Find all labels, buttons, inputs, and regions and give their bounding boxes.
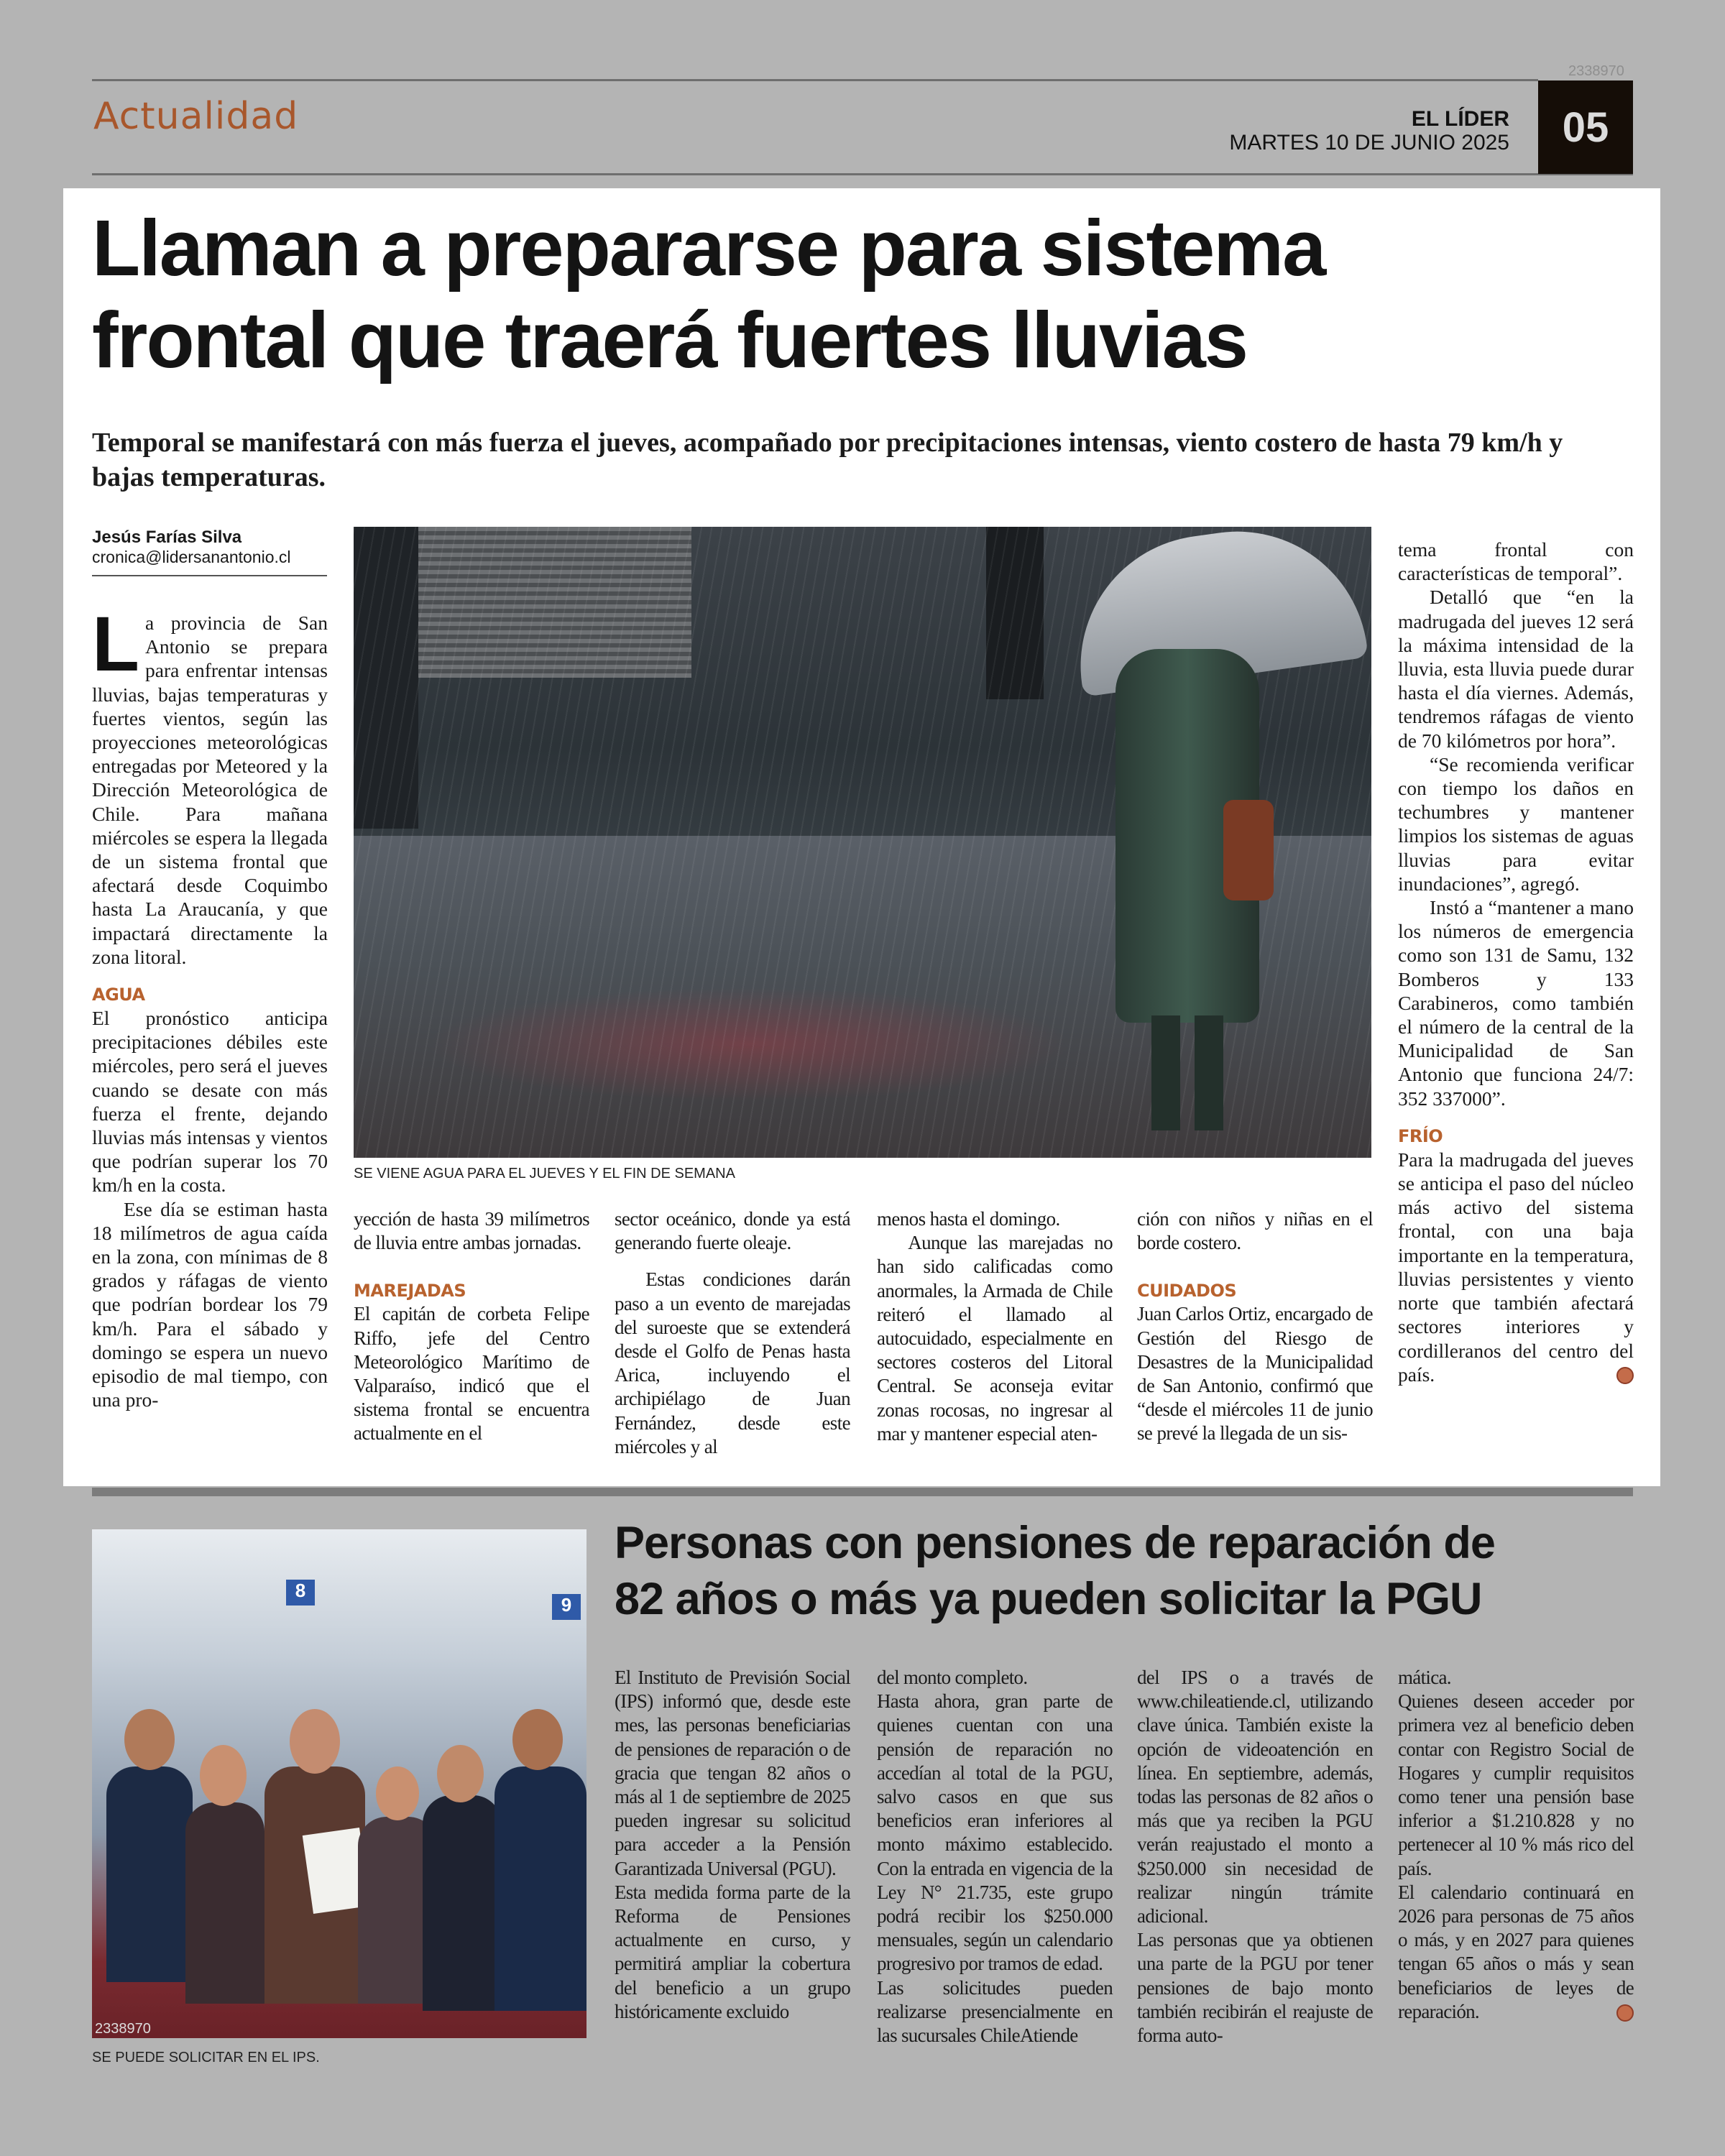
paragraph: Esta medida forma parte de la Reforma de Pensiones actualmente en curso, y permitirá ampliar la cobertura del beneficio a un grupo históricamente excluido	[615, 1881, 850, 2022]
article-deck: Temporal se manifestará con más fuerza el jueves, acompañado por precipitaciones intensas, viento costero de hasta 79 km/h y bajas temperaturas.	[92, 428, 1563, 492]
header-top-rule	[92, 79, 1538, 81]
paragraph: ción con niños y niñas en el borde costero.	[1137, 1208, 1373, 1254]
person-leg	[1195, 1015, 1223, 1130]
subhead-agua: AGUA	[92, 985, 145, 1005]
rain-street-photo	[354, 527, 1371, 1158]
watermark-id: 2338970	[1568, 63, 1624, 79]
paper-name: EL LÍDER	[1411, 107, 1509, 131]
article-column-5	[1137, 1207, 1373, 1446]
article2-column-2	[877, 1666, 1113, 2047]
paragraph: del IPS o a través de www.chileatiende.cl, utilizando clave única. También existe la opción de videoatención en línea. En septiembre, además, todas las personas de 82 años o más que ya reciben la PGU verán reajustado el monto a $250.000 sin necesidad de realizar ningún trámite adicional.	[1137, 1667, 1373, 1927]
photo-caption: SE PUEDE SOLICITAR EN EL IPS.	[92, 2050, 320, 2065]
article-headline	[615, 1515, 1642, 1627]
paragraph: Las solicitudes pueden realizarse presencialmente en las sucursales ChileAtiende	[877, 1976, 1113, 2047]
byline-author: Jesús Farías Silva	[92, 528, 242, 547]
paragraph: yección de hasta 39 milímetros de lluvia entre ambas jornadas.	[354, 1208, 589, 1254]
article2-column-1	[615, 1666, 850, 2024]
article-column-3	[615, 1207, 850, 1459]
person-head	[437, 1745, 484, 1802]
article-headline	[92, 203, 1637, 387]
section-divider	[92, 1488, 1633, 1496]
paragraph: Para la madrugada del jueves se anticipa el paso del núcleo más activo del sistema frontal, con una baja importante en la temperatura, lluvias persistentes y viento norte que también afectará sectores interiores y cordilleranos del centro del país.	[1398, 1148, 1634, 1386]
byline-email[interactable]: cronica@lidersanantonio.cl	[92, 548, 291, 566]
header-bottom-rule	[92, 173, 1633, 175]
paragraph: Quienes deseen acceder por primera vez al beneficio deben contar con Registro Social de Hogares y cumplir requisitos como tener una pensión base inferior a $1.210.828 y no pertenecer al 10 % más rico del país.	[1398, 1690, 1634, 1879]
article2-column-4	[1398, 1666, 1634, 2024]
person	[185, 1802, 264, 2004]
paragraph: Juan Carlos Ortiz, encargado de Gestión del Riesgo de Desastres de la Municipalidad de San Antonio, confirmó que “desde el miércoles 11 de junio se prevé la llegada de un sis-	[1137, 1303, 1373, 1445]
end-mark-icon	[1616, 1367, 1634, 1384]
paragraph: Hasta ahora, gran parte de quienes cuentan con una pensión de reparación no accedían al total de la PGU, salvo casos en que sus beneficios eran inferiores al monto máximo establecido. Con la entrada en vigencia de la Ley N° 21.735, este grupo podrá recibir los $250.000 mensuales, según un calendario progresivo por tramos de edad.	[877, 1690, 1113, 1975]
person-head	[124, 1709, 175, 1770]
paragraph: Las personas que ya obtienen una parte de la PGU por tener pensiones de bajo monto también recibirán el reajuste de forma auto-	[1137, 1929, 1373, 2047]
article2-column-3	[1137, 1666, 1373, 2047]
subhead-cuidados: CUIDADOS	[1137, 1281, 1237, 1302]
masthead	[1229, 108, 1509, 155]
person-head	[512, 1709, 563, 1770]
subhead-frio: FRÍO	[1398, 1125, 1443, 1146]
photo-watermark-id: 2338970	[95, 2021, 151, 2037]
counter-sign-9: 9	[552, 1594, 581, 1620]
article-column-4	[877, 1207, 1113, 1446]
article-column-2	[354, 1207, 589, 1446]
paragraph: Detalló que “en la madrugada del jueves 12 será la máxima intensidad de la lluvia, esta lluvia puede durar hasta el día viernes. Además, tendremos ráfagas de viento de 70 kilómetros por hora”.	[1398, 586, 1634, 752]
section-title: Actualidad	[93, 95, 299, 138]
byline-rule	[92, 575, 327, 576]
issue-date: MARTES 10 DE JUNIO 2025	[1229, 131, 1509, 155]
article-column-6	[1398, 538, 1634, 1386]
paragraph: a provincia de San Antonio se prepara para enfrentar intensas lluvias, bajas temperaturas y fuertes vientos, según las proyecciones meteorológicas entregadas por Meteored y la Dirección Meteorológica de Chile. Para mañana miércoles se espera la llegada de un sistema frontal que afectará desde Coquimbo hasta La Araucanía, y que impactará directamente la zona litoral.	[92, 612, 328, 968]
paragraph: tema frontal con características de temporal”.	[1398, 538, 1634, 585]
paragraph: El Instituto de Previsión Social (IPS) informó que, desde este mes, las personas beneficiarias de pensiones de reparación o de gracia que tengan 82 años o más al 1 de septiembre de 2025 pueden ingresar su solicitud para acceder a la Pensión Garantizada Universal (PGU).	[615, 1667, 850, 1879]
person	[106, 1766, 193, 1982]
headline-line-1: Personas con pensiones de reparación de	[615, 1518, 1495, 1568]
paragraph: menos hasta el domingo.	[877, 1208, 1060, 1230]
person	[423, 1795, 502, 2011]
headline-line-2: frontal que traerá fuertes lluvias	[92, 296, 1247, 384]
subhead-marejadas: MAREJADAS	[354, 1281, 466, 1302]
paragraph: El capitán de corbeta Felipe Riffo, jefe del Centro Meteorológico Marítimo de Valparaíso, indicó que el sistema frontal se encuentra actualmente en el	[354, 1303, 589, 1445]
paragraph: Instó a “mantener a mano los números de emergencia como son 131 de Samu, 132 Bomberos y 133 Carabineros, como también el número de la central de la Municipalidad de San Antonio que funciona 24/7: 352 337000”.	[1398, 896, 1634, 1110]
headline-line-1: Llaman a prepararse para sistema	[92, 204, 1325, 292]
paragraph: Estas condiciones darán paso a un evento de marejadas del suroeste que se extenderá desde el Golfo de Penas hasta Arica, incluyendo el archipiélago de Juan Fernández, desde este miércoles y al	[615, 1268, 850, 1457]
paragraph: Ese día se estiman hasta 18 milímetros de agua caída en la zona, con mínimas de 8 grados y ráfagas de viento que podrían bordear los 79 km/h. Para el sábado y domingo se espera un nuevo episodio de mal tiempo, con una pro-	[92, 1197, 328, 1411]
page-number: 05	[1538, 80, 1633, 174]
paragraph: mática.	[1398, 1667, 1451, 1688]
photo-caption: SE VIENE AGUA PARA EL JUEVES Y EL FIN DE SEMANA	[354, 1166, 735, 1181]
person-head	[290, 1709, 340, 1774]
drop-cap: L	[92, 600, 139, 687]
person-leg	[1151, 1015, 1180, 1130]
paragraph: El calendario continuará en 2026 para personas de 75 años o más, y en 2027 para quienes tengan 65 años o más y sean beneficiarios de leyes de reparación.	[1398, 1881, 1634, 2022]
ips-office-photo	[92, 1529, 586, 2038]
handbag	[1223, 800, 1274, 900]
counter-sign-8: 8	[286, 1580, 315, 1606]
person-head	[376, 1766, 419, 1820]
paragraph: “Se recomienda verificar con tiempo los daños en techumbres y mantener limpios los sistemas de aguas lluvias para evitar inundaciones”, agregó.	[1398, 752, 1634, 895]
person-head	[200, 1745, 247, 1806]
headline-line-2: 82 años o más ya pueden solicitar la PGU	[615, 1574, 1482, 1624]
paragraph: sector oceánico, donde ya está generando fuerte oleaje.	[615, 1208, 850, 1254]
paragraph: El pronóstico anticipa precipitaciones débiles este miércoles, pero será el jueves cuando se desate con más fuerza el frente, dejando lluvias más intensas y vientos que podrían superar los 70 km/h en la costa.	[92, 1007, 328, 1197]
paragraph: del monto completo.	[877, 1667, 1028, 1688]
end-mark-icon	[1616, 2004, 1634, 2022]
paragraph: Aunque las marejadas no han sido calificadas como anormales, la Armada de Chile reiteró el llamado al autocuidado, especialmente en sectores costeros del Litoral Central. Se aconseja evitar zonas rocosas, no ingresar al mar y mantener especial aten-	[877, 1232, 1113, 1445]
article-column-1	[92, 600, 328, 1412]
person	[494, 1766, 586, 2011]
